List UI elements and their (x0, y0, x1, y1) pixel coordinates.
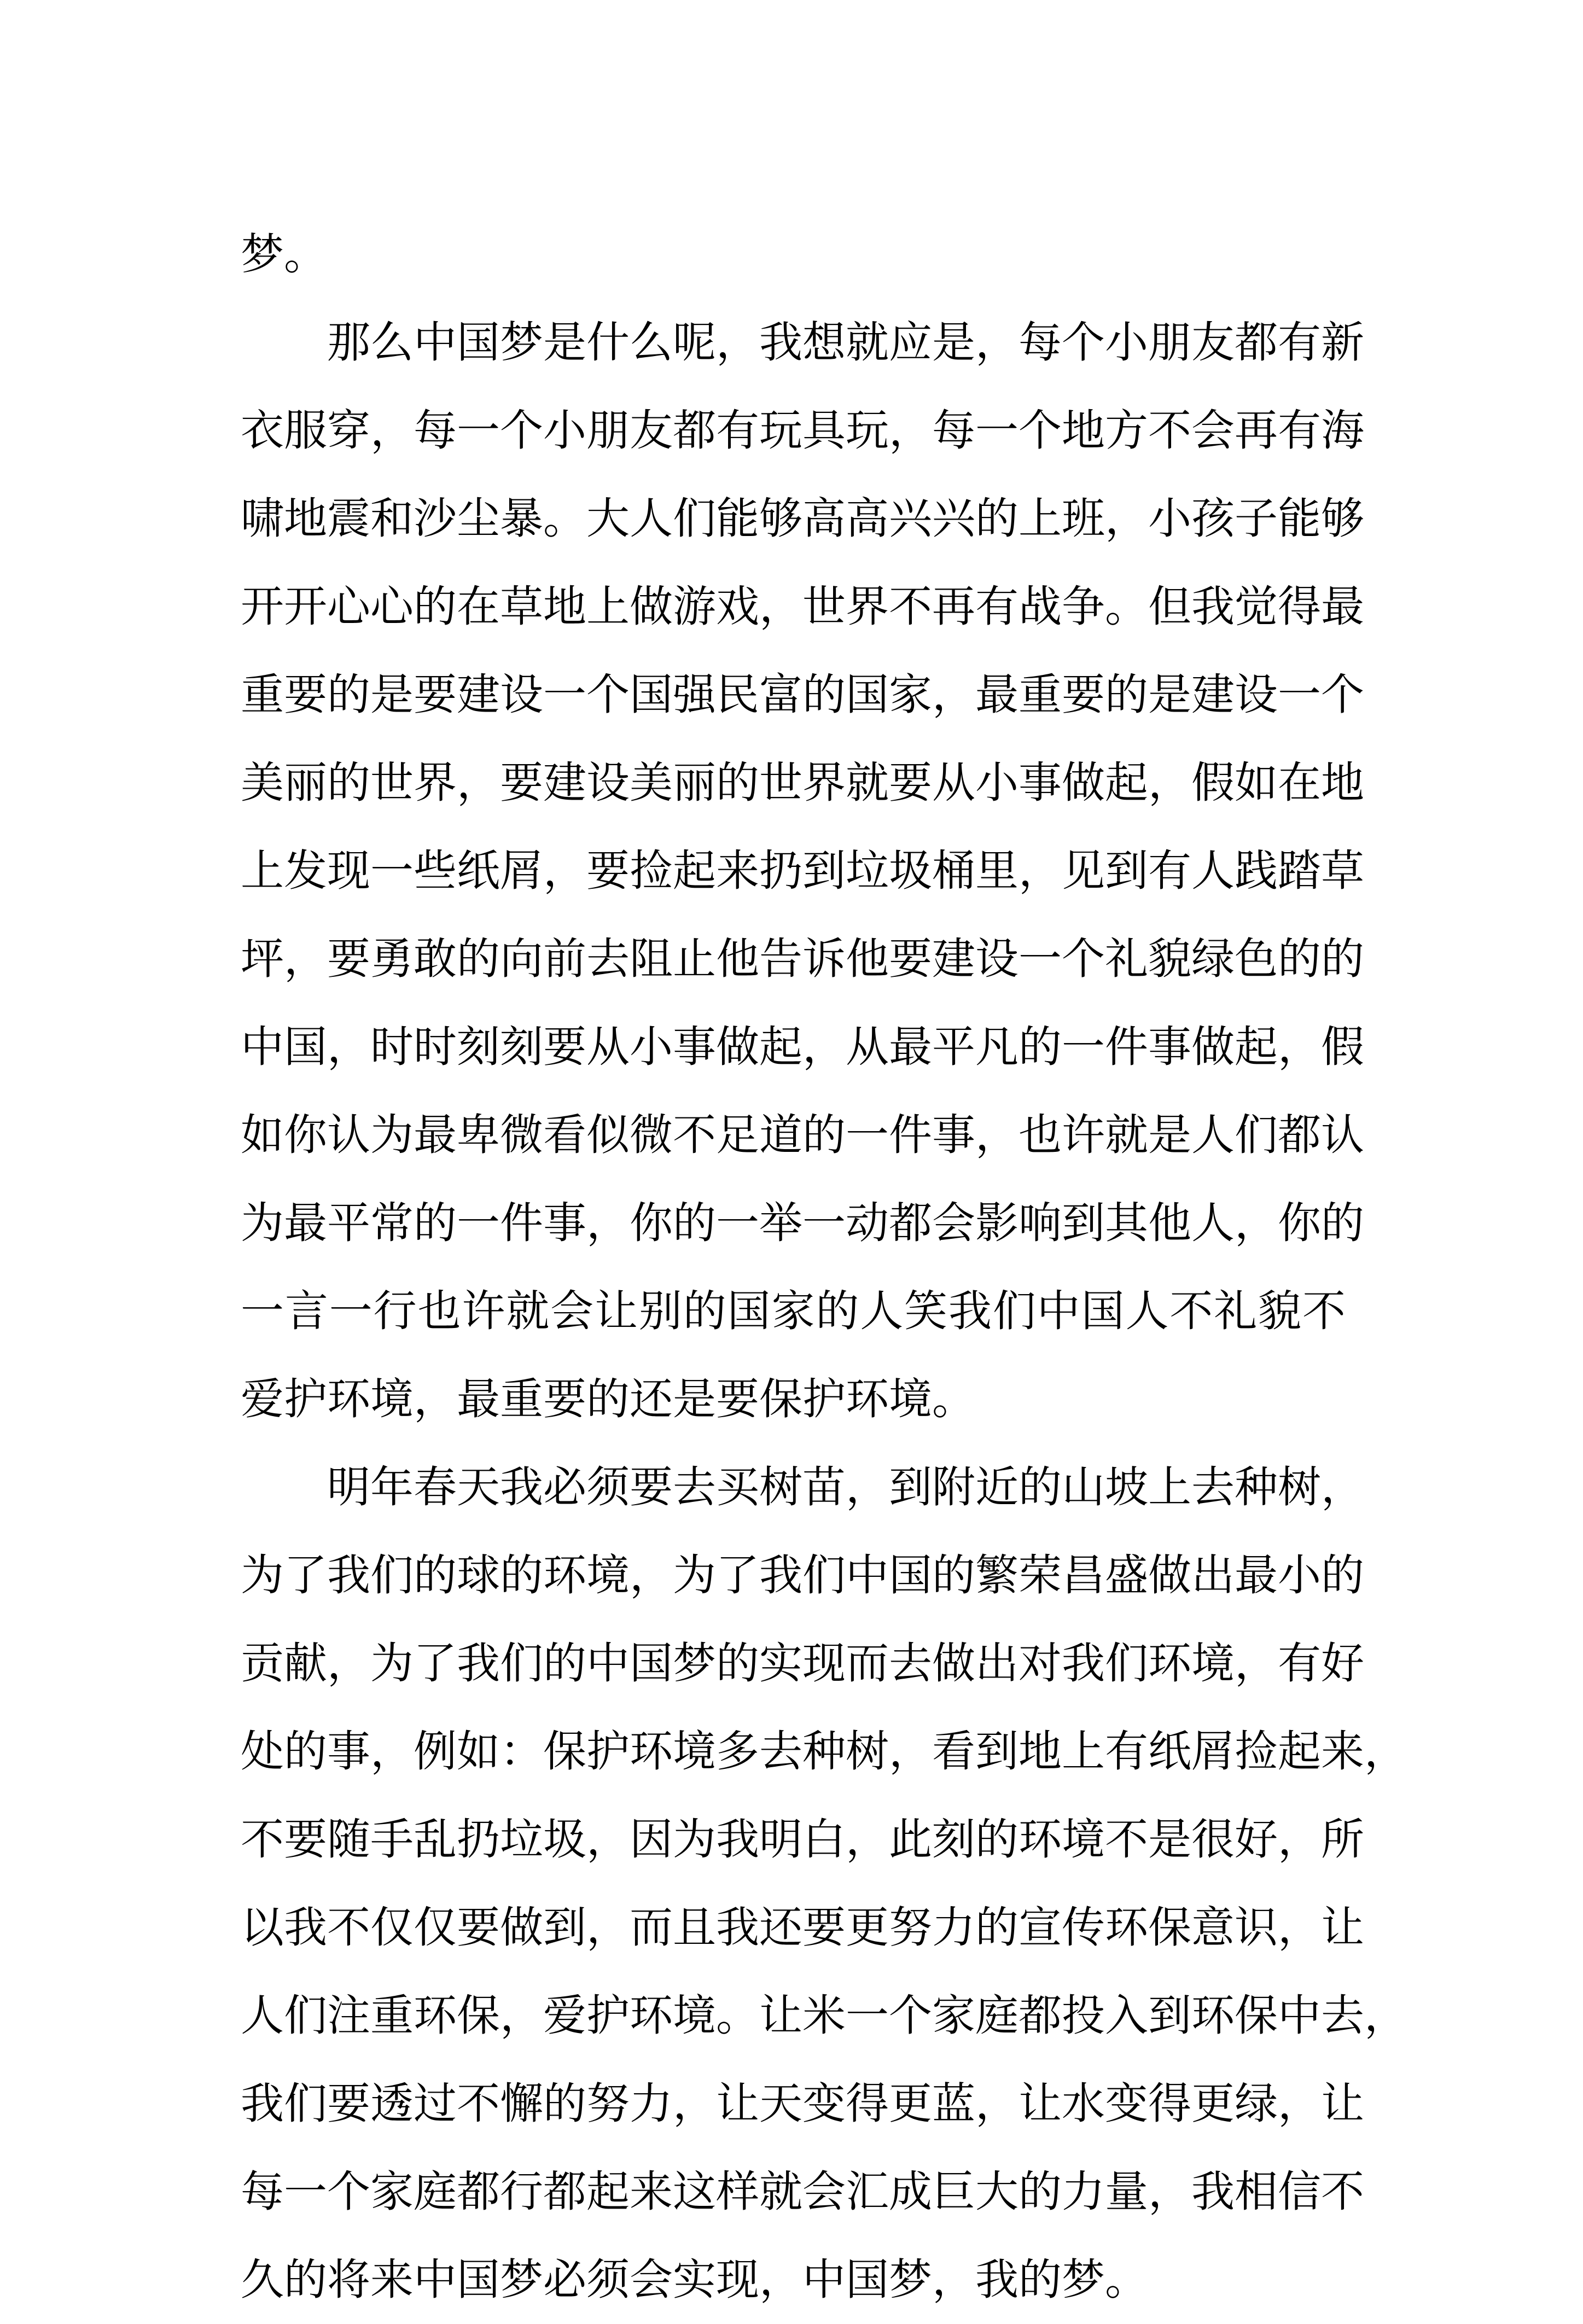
document-body (241, 211, 1407, 2324)
text-line: 处的事，例如：保护环境多去种树，看到地上有纸屑捡起来， (241, 1726, 1407, 1777)
text-line: 那么中国梦是什么呢，我想就应是，每个小朋友都有新 (327, 317, 1364, 368)
text-line: 人们注重环保，爱护环境。让米一个家庭都投入到环保中去， (241, 1990, 1407, 2041)
text-line: 贡献，为了我们的中国梦的实现而去做出对我们环境，有好 (241, 1638, 1364, 1688)
text-line: 美丽的世界，要建设美丽的世界就要从小事做起，假如在地 (241, 758, 1364, 808)
text-line: 重要的是要建设一个国强民富的国家，最重要的是建设一个 (241, 669, 1364, 720)
text-line: 上发现一些纸屑，要捡起来扔到垃圾桶里，见到有人践踏草 (241, 846, 1364, 896)
text-line: 爱护环境，最重要的还是要保护环境。 (241, 1374, 975, 1424)
text-line: 我们要透过不懈的努力，让天变得更蓝，让水变得更绿，让 (241, 2078, 1364, 2129)
text-line: 为最平常的一件事，你的一举一动都会影响到其他人，你的 (241, 1198, 1364, 1248)
text-line: 如你认为最卑微看似微不足道的一件事，也许就是人们都认 (241, 1110, 1364, 1160)
text-line: 明年春天我必须要去买树苗，到附近的山坡上去种树， (327, 1462, 1364, 1512)
paragraph-1 (241, 211, 1346, 299)
text-line: 久的将来中国梦必须会实现，中国梦，我的梦。 (241, 2255, 1148, 2305)
text-line: 中国，时时刻刻要从小事做起，从最平凡的一件事做起，假 (241, 1022, 1364, 1072)
text-line: 以我不仅仅要做到，而且我还要更努力的宣传环保意识，让 (241, 1902, 1364, 1953)
text-line: 坪，要勇敢的向前去阻止他告诉他要建设一个礼貌绿色的的 (241, 934, 1364, 984)
text-line: 一言一行也许就会让别的国家的人笑我们中国人不礼貌不 (241, 1286, 1346, 1336)
paragraph-3 (241, 1443, 1407, 2324)
text-line: 梦。 (241, 229, 327, 279)
text-line: 啸地震和沙尘暴。大人们能够高高兴兴的上班，小孩子能够 (241, 493, 1364, 544)
text-line: 不要随手乱扔垃圾，因为我明白，此刻的环境不是很好，所 (241, 1814, 1364, 1865)
text-line: 开开心心的在草地上做游戏，世界不再有战争。但我觉得最 (241, 581, 1364, 632)
paragraph-2 (241, 299, 1364, 1443)
text-line: 每一个家庭都行都起来这样就会汇成巨大的力量，我相信不 (241, 2166, 1364, 2217)
text-line: 衣服穿，每一个小朋友都有玩具玩，每一个地方不会再有海 (241, 405, 1364, 456)
text-line: 为了我们的球的环境，为了我们中国的繁荣昌盛做出最小的 (241, 1550, 1364, 1600)
